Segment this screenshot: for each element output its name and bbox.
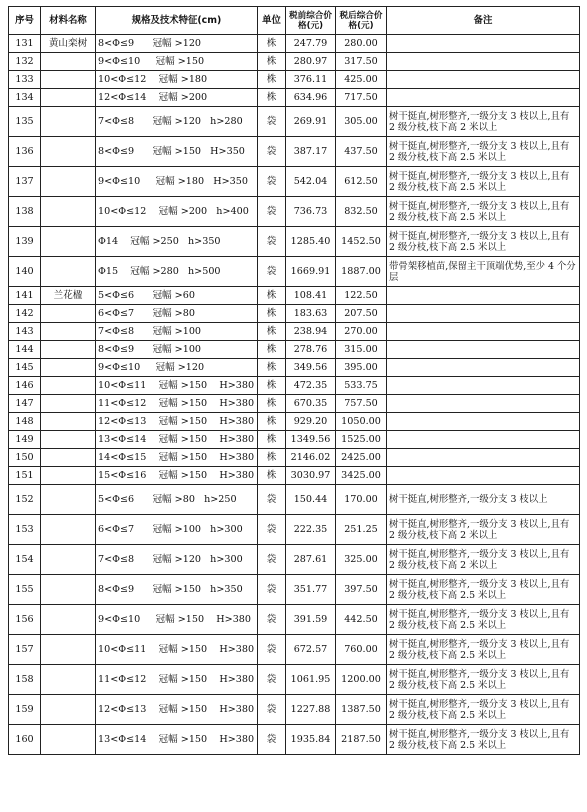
note-cell bbox=[387, 35, 580, 53]
row-number: 159 bbox=[9, 695, 41, 725]
table-row bbox=[9, 197, 580, 227]
table-row bbox=[9, 485, 580, 515]
header-unit: 单位 bbox=[258, 7, 286, 35]
pre-tax-price: 269.91 bbox=[286, 107, 336, 137]
spec-cell: 11<Φ≤12 冠幅 >150 H>380 bbox=[96, 665, 258, 695]
note-cell: 树干挺直,树形整齐,一级分支 3 枝以上,且有 2 级分枝,枝下高 2 米以上 bbox=[387, 107, 580, 137]
spec-cell: 6<Φ≤7 冠幅 >80 bbox=[96, 305, 258, 323]
header-spec: 规格及技术特征(cm) bbox=[96, 7, 258, 35]
spec-cell: 8<Φ≤9 冠幅 >100 bbox=[96, 341, 258, 359]
spec-cell: 9<Φ≤10 冠幅 >180 H>350 bbox=[96, 167, 258, 197]
table-row bbox=[9, 89, 580, 107]
row-number: 152 bbox=[9, 485, 41, 515]
table-row bbox=[9, 635, 580, 665]
unit-cell: 袋 bbox=[258, 725, 286, 755]
pre-tax-price: 247.79 bbox=[286, 35, 336, 53]
unit-cell: 袋 bbox=[258, 695, 286, 725]
post-tax-price: 1050.00 bbox=[336, 413, 387, 431]
unit-cell: 株 bbox=[258, 323, 286, 341]
pre-tax-price: 280.97 bbox=[286, 53, 336, 71]
material-name bbox=[41, 725, 96, 755]
material-name: 兰花楹 bbox=[41, 287, 96, 305]
post-tax-price: 437.50 bbox=[336, 137, 387, 167]
post-tax-price: 305.00 bbox=[336, 107, 387, 137]
material-name bbox=[41, 107, 96, 137]
post-tax-price: 757.50 bbox=[336, 395, 387, 413]
pre-tax-price: 287.61 bbox=[286, 545, 336, 575]
material-name bbox=[41, 635, 96, 665]
note-cell: 树干挺直,树形整齐,一级分支 3 枝以上 bbox=[387, 485, 580, 515]
spec-cell: 8<Φ≤9 冠幅 >120 bbox=[96, 35, 258, 53]
post-tax-price: 122.50 bbox=[336, 287, 387, 305]
pre-tax-price: 391.59 bbox=[286, 605, 336, 635]
unit-cell: 袋 bbox=[258, 167, 286, 197]
post-tax-price: 442.50 bbox=[336, 605, 387, 635]
unit-cell: 袋 bbox=[258, 257, 286, 287]
table-row bbox=[9, 575, 580, 605]
pre-tax-price: 929.20 bbox=[286, 413, 336, 431]
post-tax-price: 533.75 bbox=[336, 377, 387, 395]
table-row bbox=[9, 227, 580, 257]
post-tax-price: 1525.00 bbox=[336, 431, 387, 449]
table-row bbox=[9, 545, 580, 575]
row-number: 136 bbox=[9, 137, 41, 167]
header-material: 材料名称 bbox=[41, 7, 96, 35]
header-no: 序号 bbox=[9, 7, 41, 35]
row-number: 134 bbox=[9, 89, 41, 107]
row-number: 137 bbox=[9, 167, 41, 197]
unit-cell: 株 bbox=[258, 413, 286, 431]
note-cell bbox=[387, 431, 580, 449]
row-number: 138 bbox=[9, 197, 41, 227]
unit-cell: 袋 bbox=[258, 485, 286, 515]
material-name bbox=[41, 515, 96, 545]
post-tax-price: 395.00 bbox=[336, 359, 387, 377]
pre-tax-price: 278.76 bbox=[286, 341, 336, 359]
post-tax-price: 612.50 bbox=[336, 167, 387, 197]
row-number: 158 bbox=[9, 665, 41, 695]
unit-cell: 袋 bbox=[258, 635, 286, 665]
row-number: 132 bbox=[9, 53, 41, 71]
unit-cell: 袋 bbox=[258, 605, 286, 635]
note-cell bbox=[387, 53, 580, 71]
unit-cell: 袋 bbox=[258, 107, 286, 137]
row-number: 153 bbox=[9, 515, 41, 545]
spec-cell: 14<Φ≤15 冠幅 >150 H>380 bbox=[96, 449, 258, 467]
material-name bbox=[41, 71, 96, 89]
note-cell bbox=[387, 377, 580, 395]
unit-cell: 株 bbox=[258, 431, 286, 449]
note-cell: 带骨架移植苗,保留主干顶端优势,至少 4 个分层 bbox=[387, 257, 580, 287]
spec-cell: 10<Φ≤11 冠幅 >150 H>380 bbox=[96, 377, 258, 395]
row-number: 147 bbox=[9, 395, 41, 413]
spec-cell: 7<Φ≤8 冠幅 >100 bbox=[96, 323, 258, 341]
note-cell bbox=[387, 305, 580, 323]
spec-cell: 10<Φ≤11 冠幅 >150 H>380 bbox=[96, 635, 258, 665]
post-tax-price: 1200.00 bbox=[336, 665, 387, 695]
row-number: 146 bbox=[9, 377, 41, 395]
post-tax-price: 317.50 bbox=[336, 53, 387, 71]
material-name bbox=[41, 545, 96, 575]
post-tax-price: 207.50 bbox=[336, 305, 387, 323]
note-cell: 树干挺直,树形整齐,一级分支 3 枝以上,且有 2 级分枝,枝下高 2.5 米以上 bbox=[387, 197, 580, 227]
unit-cell: 株 bbox=[258, 89, 286, 107]
header-note: 备注 bbox=[387, 7, 580, 35]
post-tax-price: 170.00 bbox=[336, 485, 387, 515]
table-row bbox=[9, 53, 580, 71]
pre-tax-price: 108.41 bbox=[286, 287, 336, 305]
post-tax-price: 717.50 bbox=[336, 89, 387, 107]
spec-cell: 13<Φ≤14 冠幅 >150 H>380 bbox=[96, 725, 258, 755]
unit-cell: 株 bbox=[258, 305, 286, 323]
row-number: 148 bbox=[9, 413, 41, 431]
post-tax-price: 251.25 bbox=[336, 515, 387, 545]
table-row bbox=[9, 377, 580, 395]
row-number: 149 bbox=[9, 431, 41, 449]
table-row bbox=[9, 725, 580, 755]
spec-cell: 8<Φ≤9 冠幅 >150 H>350 bbox=[96, 137, 258, 167]
row-number: 131 bbox=[9, 35, 41, 53]
pre-tax-price: 222.35 bbox=[286, 515, 336, 545]
unit-cell: 株 bbox=[258, 449, 286, 467]
note-cell: 树干挺直,树形整齐,一级分支 3 枝以上,且有 2 级分枝,枝下高 2.5 米以上 bbox=[387, 227, 580, 257]
unit-cell: 株 bbox=[258, 341, 286, 359]
row-number: 156 bbox=[9, 605, 41, 635]
row-number: 139 bbox=[9, 227, 41, 257]
table-row bbox=[9, 431, 580, 449]
spec-cell: 12<Φ≤13 冠幅 >150 H>380 bbox=[96, 695, 258, 725]
header-row bbox=[9, 7, 580, 35]
note-cell bbox=[387, 413, 580, 431]
unit-cell: 株 bbox=[258, 35, 286, 53]
post-tax-price: 325.00 bbox=[336, 545, 387, 575]
note-cell: 树干挺直,树形整齐,一级分支 3 枝以上,且有 2 级分枝,枝下高 2.5 米以上 bbox=[387, 725, 580, 755]
table-row bbox=[9, 605, 580, 635]
post-tax-price: 1387.50 bbox=[336, 695, 387, 725]
material-name bbox=[41, 377, 96, 395]
pre-tax-price: 183.63 bbox=[286, 305, 336, 323]
material-name bbox=[41, 449, 96, 467]
spec-cell: 12<Φ≤13 冠幅 >150 H>380 bbox=[96, 413, 258, 431]
table-row bbox=[9, 137, 580, 167]
material-name bbox=[41, 257, 96, 287]
pre-tax-price: 349.56 bbox=[286, 359, 336, 377]
note-cell bbox=[387, 323, 580, 341]
note-cell bbox=[387, 287, 580, 305]
unit-cell: 株 bbox=[258, 395, 286, 413]
row-number: 151 bbox=[9, 467, 41, 485]
post-tax-price: 270.00 bbox=[336, 323, 387, 341]
pre-tax-price: 1227.88 bbox=[286, 695, 336, 725]
note-cell bbox=[387, 395, 580, 413]
post-tax-price: 3425.00 bbox=[336, 467, 387, 485]
pre-tax-price: 1061.95 bbox=[286, 665, 336, 695]
note-cell: 树干挺直,树形整齐,一级分支 3 枝以上,且有 2 级分枝,枝下高 2 米以上 bbox=[387, 515, 580, 545]
note-cell bbox=[387, 341, 580, 359]
post-tax-price: 397.50 bbox=[336, 575, 387, 605]
material-name bbox=[41, 413, 96, 431]
row-number: 133 bbox=[9, 71, 41, 89]
note-cell bbox=[387, 467, 580, 485]
note-cell: 树干挺直,树形整齐,一级分支 3 枝以上,且有 2 级分枝,枝下高 2.5 米以上 bbox=[387, 605, 580, 635]
material-name bbox=[41, 53, 96, 71]
material-name bbox=[41, 485, 96, 515]
pre-tax-price: 150.44 bbox=[286, 485, 336, 515]
row-number: 143 bbox=[9, 323, 41, 341]
material-name bbox=[41, 305, 96, 323]
material-name bbox=[41, 167, 96, 197]
spec-cell: 11<Φ≤12 冠幅 >150 H>380 bbox=[96, 395, 258, 413]
table-row bbox=[9, 695, 580, 725]
note-cell bbox=[387, 449, 580, 467]
table-row bbox=[9, 35, 580, 53]
spec-cell: 10<Φ≤12 冠幅 >200 h>400 bbox=[96, 197, 258, 227]
spec-cell: Φ14 冠幅 >250 h>350 bbox=[96, 227, 258, 257]
material-name: 黄山栾树 bbox=[41, 35, 96, 53]
unit-cell: 株 bbox=[258, 53, 286, 71]
pre-tax-price: 376.11 bbox=[286, 71, 336, 89]
table-row bbox=[9, 107, 580, 137]
row-number: 154 bbox=[9, 545, 41, 575]
post-tax-price: 2425.00 bbox=[336, 449, 387, 467]
material-name bbox=[41, 395, 96, 413]
pre-tax-price: 670.35 bbox=[286, 395, 336, 413]
spec-cell: Φ15 冠幅 >280 h>500 bbox=[96, 257, 258, 287]
table-row bbox=[9, 167, 580, 197]
unit-cell: 株 bbox=[258, 71, 286, 89]
material-name bbox=[41, 431, 96, 449]
post-tax-price: 760.00 bbox=[336, 635, 387, 665]
unit-cell: 袋 bbox=[258, 227, 286, 257]
table-row bbox=[9, 359, 580, 377]
spec-cell: 12<Φ≤14 冠幅 >200 bbox=[96, 89, 258, 107]
post-tax-price: 280.00 bbox=[336, 35, 387, 53]
spec-cell: 7<Φ≤8 冠幅 >120 h>300 bbox=[96, 545, 258, 575]
pre-tax-price: 3030.97 bbox=[286, 467, 336, 485]
table-row bbox=[9, 287, 580, 305]
material-name bbox=[41, 137, 96, 167]
row-number: 160 bbox=[9, 725, 41, 755]
table-row bbox=[9, 323, 580, 341]
pre-tax-price: 1285.40 bbox=[286, 227, 336, 257]
material-name bbox=[41, 89, 96, 107]
pre-tax-price: 472.35 bbox=[286, 377, 336, 395]
material-name bbox=[41, 341, 96, 359]
table-row bbox=[9, 665, 580, 695]
pre-tax-price: 2146.02 bbox=[286, 449, 336, 467]
table-row bbox=[9, 413, 580, 431]
row-number: 150 bbox=[9, 449, 41, 467]
post-tax-price: 1452.50 bbox=[336, 227, 387, 257]
pre-tax-price: 351.77 bbox=[286, 575, 336, 605]
material-name bbox=[41, 605, 96, 635]
spec-cell: 9<Φ≤10 冠幅 >150 bbox=[96, 53, 258, 71]
pre-tax-price: 387.17 bbox=[286, 137, 336, 167]
row-number: 135 bbox=[9, 107, 41, 137]
unit-cell: 袋 bbox=[258, 665, 286, 695]
spec-cell: 9<Φ≤10 冠幅 >120 bbox=[96, 359, 258, 377]
material-name bbox=[41, 227, 96, 257]
unit-cell: 株 bbox=[258, 377, 286, 395]
material-name bbox=[41, 467, 96, 485]
material-name bbox=[41, 323, 96, 341]
header-post-tax: 税后综合价格(元) bbox=[336, 7, 387, 35]
note-cell: 树干挺直,树形整齐,一级分支 3 枝以上,且有 2 级分枝,枝下高 2.5 米以上 bbox=[387, 695, 580, 725]
row-number: 142 bbox=[9, 305, 41, 323]
header-pre-tax: 税前综合价格(元) bbox=[286, 7, 336, 35]
spec-cell: 7<Φ≤8 冠幅 >120 h>280 bbox=[96, 107, 258, 137]
unit-cell: 袋 bbox=[258, 545, 286, 575]
unit-cell: 袋 bbox=[258, 137, 286, 167]
note-cell: 树干挺直,树形整齐,一级分支 3 枝以上,且有 2 级分枝,枝下高 2 米以上 bbox=[387, 545, 580, 575]
post-tax-price: 315.00 bbox=[336, 341, 387, 359]
note-cell: 树干挺直,树形整齐,一级分支 3 枝以上,且有 2 级分枝,枝下高 2.5 米以上 bbox=[387, 575, 580, 605]
material-name bbox=[41, 695, 96, 725]
row-number: 157 bbox=[9, 635, 41, 665]
spec-cell: 10<Φ≤12 冠幅 >180 bbox=[96, 71, 258, 89]
post-tax-price: 1887.00 bbox=[336, 257, 387, 287]
table-row bbox=[9, 395, 580, 413]
unit-cell: 株 bbox=[258, 359, 286, 377]
pre-tax-price: 1349.56 bbox=[286, 431, 336, 449]
table-body bbox=[9, 35, 580, 755]
row-number: 140 bbox=[9, 257, 41, 287]
spec-cell: 5<Φ≤6 冠幅 >60 bbox=[96, 287, 258, 305]
row-number: 144 bbox=[9, 341, 41, 359]
pre-tax-price: 1669.91 bbox=[286, 257, 336, 287]
unit-cell: 袋 bbox=[258, 575, 286, 605]
post-tax-price: 425.00 bbox=[336, 71, 387, 89]
row-number: 145 bbox=[9, 359, 41, 377]
spec-cell: 9<Φ≤10 冠幅 >150 H>380 bbox=[96, 605, 258, 635]
pre-tax-price: 634.96 bbox=[286, 89, 336, 107]
unit-cell: 株 bbox=[258, 287, 286, 305]
spec-cell: 15<Φ≤16 冠幅 >150 H>380 bbox=[96, 467, 258, 485]
note-cell: 树干挺直,树形整齐,一级分支 3 枝以上,且有 2 级分枝,枝下高 2.5 米以上 bbox=[387, 665, 580, 695]
table-row bbox=[9, 467, 580, 485]
note-cell bbox=[387, 71, 580, 89]
material-name bbox=[41, 359, 96, 377]
pre-tax-price: 1935.84 bbox=[286, 725, 336, 755]
note-cell bbox=[387, 359, 580, 377]
note-cell: 树干挺直,树形整齐,一级分支 3 枝以上,且有 2 级分枝,枝下高 2.5 米以上 bbox=[387, 137, 580, 167]
table-row bbox=[9, 71, 580, 89]
pre-tax-price: 542.04 bbox=[286, 167, 336, 197]
row-number: 141 bbox=[9, 287, 41, 305]
spec-cell: 8<Φ≤9 冠幅 >150 h>350 bbox=[96, 575, 258, 605]
pre-tax-price: 238.94 bbox=[286, 323, 336, 341]
spec-cell: 13<Φ≤14 冠幅 >150 H>380 bbox=[96, 431, 258, 449]
note-cell: 树干挺直,树形整齐,一级分支 3 枝以上,且有 2 级分枝,枝下高 2.5 米以上 bbox=[387, 167, 580, 197]
table-row bbox=[9, 305, 580, 323]
row-number: 155 bbox=[9, 575, 41, 605]
unit-cell: 袋 bbox=[258, 197, 286, 227]
post-tax-price: 832.50 bbox=[336, 197, 387, 227]
post-tax-price: 2187.50 bbox=[336, 725, 387, 755]
table-row bbox=[9, 449, 580, 467]
table-row bbox=[9, 341, 580, 359]
material-name bbox=[41, 575, 96, 605]
unit-cell: 株 bbox=[258, 467, 286, 485]
material-name bbox=[41, 197, 96, 227]
pre-tax-price: 736.73 bbox=[286, 197, 336, 227]
price-table bbox=[8, 6, 580, 755]
material-name bbox=[41, 665, 96, 695]
table-row bbox=[9, 257, 580, 287]
unit-cell: 袋 bbox=[258, 515, 286, 545]
spec-cell: 5<Φ≤6 冠幅 >80 h>250 bbox=[96, 485, 258, 515]
note-cell: 树干挺直,树形整齐,一级分支 3 枝以上,且有 2 级分枝,枝下高 2.5 米以上 bbox=[387, 635, 580, 665]
table-row bbox=[9, 515, 580, 545]
note-cell bbox=[387, 89, 580, 107]
spec-cell: 6<Φ≤7 冠幅 >100 h>300 bbox=[96, 515, 258, 545]
pre-tax-price: 672.57 bbox=[286, 635, 336, 665]
